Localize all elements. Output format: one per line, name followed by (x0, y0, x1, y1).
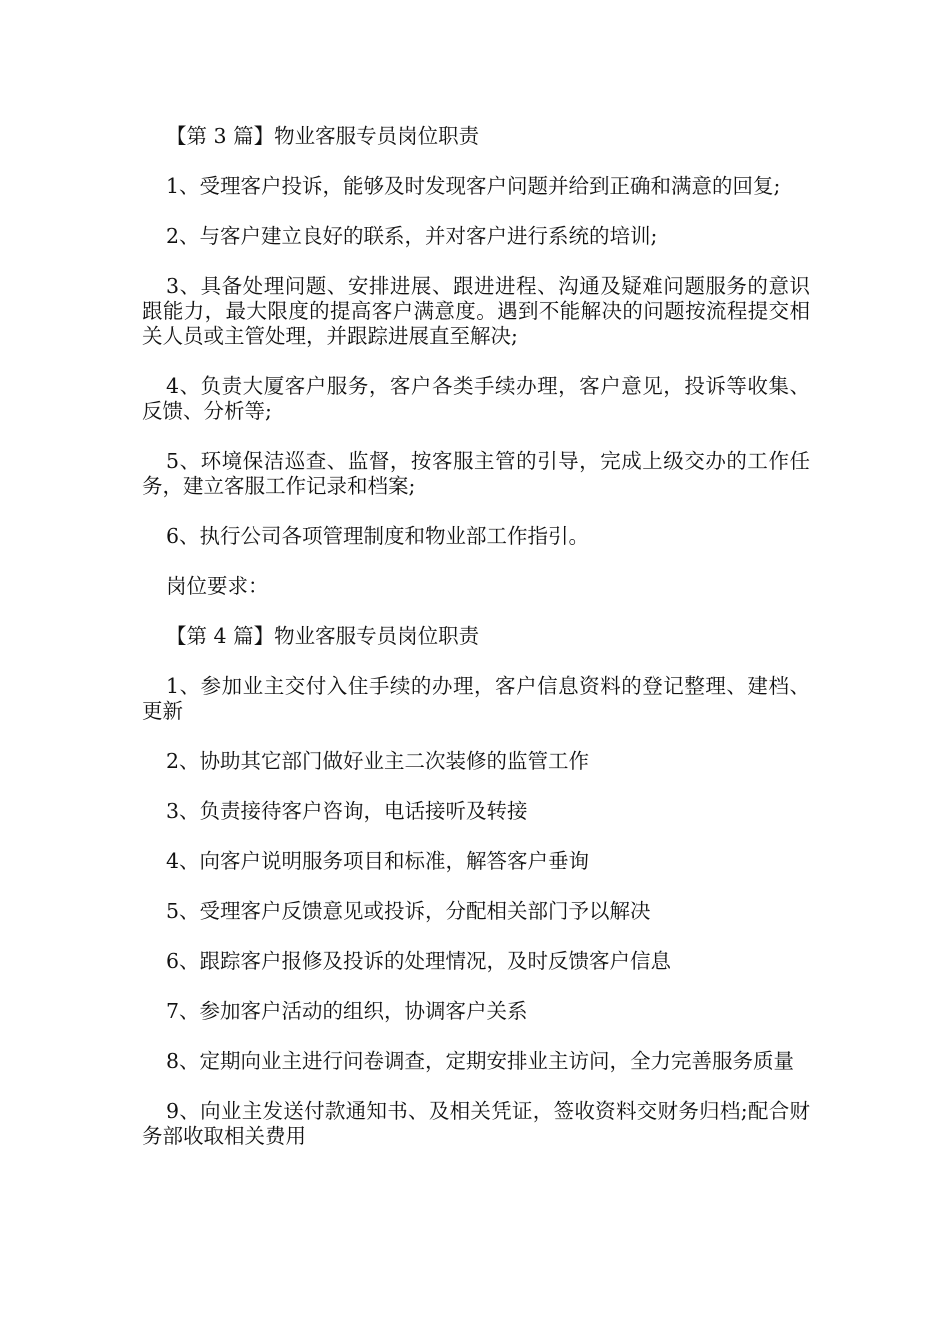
section-heading: 【第 4 篇】物业客服专员岗位职责 (166, 624, 480, 648)
duty-item: 8、定期向业主进行问卷调查，定期安排业主访问，全力完善服务质量 (166, 1049, 795, 1073)
duty-item: 1、受理客户投诉，能够及时发现客户问题并给到正确和满意的回复; (166, 174, 781, 198)
duty-item: 9、向业主发送付款通知书、及相关凭证，签收资料交财务归档;配合财务部收取相关费用 (142, 1099, 810, 1148)
duty-item: 3、具备处理问题、安排进展、跟进进程、沟通及疑难问题服务的意识跟能力，最大限度的提高客户满意度。遇到不能解决的问题按流程提交相关人员或主管处理，并跟踪进展直至解决; (142, 274, 810, 348)
requirements-label: 岗位要求： (166, 574, 269, 598)
duty-item: 4、负责大厦客户服务，客户各类手续办理，客户意见，投诉等收集、反馈、分析等; (142, 374, 810, 423)
duty-item: 5、环境保洁巡查、监督，按客服主管的引导，完成上级交办的工作任务，建立客服工作记录和档案; (142, 449, 810, 498)
duty-item: 6、执行公司各项管理制度和物业部工作指引。 (166, 524, 590, 548)
section-heading: 【第 3 篇】物业客服专员岗位职责 (166, 124, 480, 148)
duty-item: 6、跟踪客户报修及投诉的处理情况，及时反馈客户信息 (166, 949, 672, 973)
duty-item: 2、协助其它部门做好业主二次装修的监管工作 (166, 749, 590, 773)
duty-item: 2、与客户建立良好的联系，并对客户进行系统的培训; (166, 224, 658, 248)
duty-item: 1、参加业主交付入住手续的办理，客户信息资料的登记整理、建档、更新 (142, 674, 810, 723)
duty-item: 5、受理客户反馈意见或投诉，分配相关部门予以解决 (166, 899, 651, 923)
document-page (142, 124, 810, 1174)
duty-item: 3、负责接待客户咨询，电话接听及转接 (166, 799, 528, 823)
duty-item: 4、向客户说明服务项目和标准，解答客户垂询 (166, 849, 590, 873)
duty-item: 7、参加客户活动的组织，协调客户关系 (166, 999, 528, 1023)
